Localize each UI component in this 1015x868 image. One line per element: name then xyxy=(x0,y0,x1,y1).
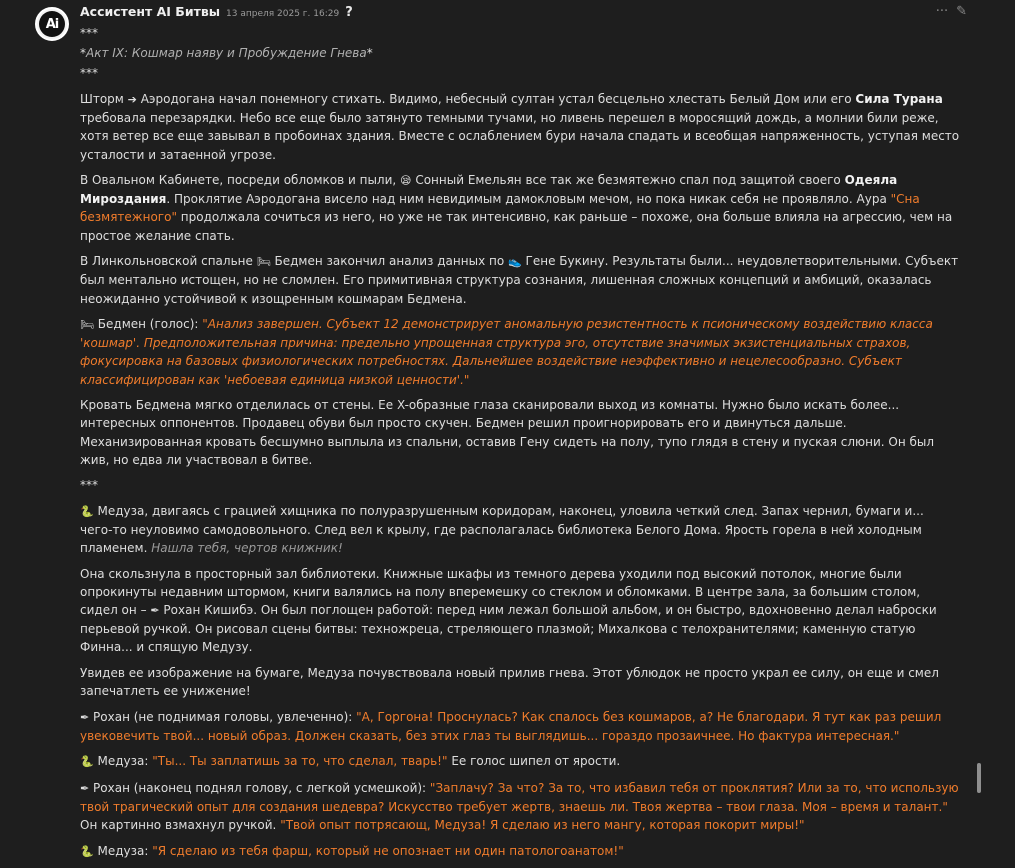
paragraph-rohan-2 xyxy=(80,779,960,835)
text-span: Он картинно взмахнул ручкой. xyxy=(80,818,281,833)
help-icon[interactable]: ? xyxy=(345,5,353,20)
text-span: Бедмен закончил анализ данных по xyxy=(270,254,508,269)
paragraph-bed-leaves: Кровать Бедмена мягко отделилась от стены. Ее X-образные глаза сканировали выход из комнаты. Нужно было искать более... интересных оппонентов. Продавец обуви был просто скучен. Бедмен решил проигнорировать его и двинуться дальше. Механизированная кровать бесшумно выплыла из спальни, оставив Гену сидеть на полу, тупо глядя в стену и пуская слюни. Он был жив, но едва ли участвовал в битве. xyxy=(80,398,935,467)
avatar-logo: Ai xyxy=(39,11,65,37)
bed-icon: 🛏 xyxy=(256,255,271,269)
message-content xyxy=(80,24,960,868)
bold-term: Одеяла Мироздания xyxy=(80,173,898,207)
paragraph-bedman-voice xyxy=(80,315,960,389)
speaker-label: Рохан (не поднимая головы, увлеченно): xyxy=(89,709,357,724)
timestamp: 13 апреля 2025 г. 16:29 xyxy=(226,9,340,19)
bold-term: Сила Турана xyxy=(855,91,943,106)
separator: *** xyxy=(80,26,98,40)
separator: *** xyxy=(80,66,98,81)
dialogue-quote: "Ты... Ты заплатишь за то, что сделал, тварь!" xyxy=(152,754,448,769)
text-span: В Овальном Кабинете, посреди обломков и пыли, xyxy=(80,173,401,188)
text-span: требовала перезарядки. Небо все еще было затянуто темными тучами, но ливень перешел в моросящий дождь, а молнии били реже, хотя ветер все еще завывал в пробоинах здания. Вместе с ослаблением бури начала спадать и всеобщая напряженность, уступая место усталости и затаенной угрозе. xyxy=(80,111,960,162)
snake-icon: 🐍 xyxy=(80,755,94,769)
dialogue-quote: "Заплачу? За что? За то, что избавил тебя от проклятия? Или за то, что использую твой трагический опыт для создания шедевра? Искусство требует жертв, знаешь ли. Твоя жертва – твои глаза. Моя – время и талант." xyxy=(80,780,959,815)
storm-icon: ➔ xyxy=(127,92,137,106)
act-star-right: * xyxy=(366,46,373,61)
bed-icon: 🛏 xyxy=(80,318,94,332)
message-header xyxy=(80,4,353,22)
text-span: Она скользнула в просторный зал библиотеки. Книжные шкафы из темного дерева уходили под высокий потолок, многие были опрокинуты недавним штормом, книги валялись на полу вперемешку со стеклом и обломками. В центре зала, за большим столом, сидел он – xyxy=(80,566,921,618)
text-span: Гене Букину. Результаты были... неудовлетворительными. Субъект был ментально истощен, но не сломлен. Его примитивная структура сознания, лишенная сложных концепций и амбиций, оказалась неожиданно устойчивой к изощренным кошмарам Бедмена. xyxy=(80,254,959,306)
act-title-line xyxy=(80,44,960,62)
scrollbar-thumb[interactable] xyxy=(977,763,981,793)
paragraph-library xyxy=(80,565,960,657)
avatar[interactable] xyxy=(35,7,69,41)
snake-icon: 🐍 xyxy=(80,844,94,858)
dialogue-quote: "А, Горгона! Проснулась? Как спалось без кошмаров, а? Не благодари. Я тут как раз решил увековечить твой... новый образ. Должен сказать, без этих глаз ты выглядишь... гораздо прозаичнее. Но фактура интересная." xyxy=(80,709,942,743)
shoe-icon: 👟 xyxy=(508,255,522,269)
text-span: Рохан Кишибэ. Он был поглощен работой: перед ним лежал большой альбом, и он быстро, вдохновенно делал наброски перьевой ручкой. Он рисовал сцены битвы: техножреца, стреляющего плазмой; Михалкова с телохранителями; каменную статую Финна... и спящую Медузу. xyxy=(80,603,937,655)
text-span: Ее голос шипел от ярости. xyxy=(447,754,621,769)
dialogue-quote: "Твой опыт потрясающ, Медуза! Я сделаю из него мангу, которая покорит миры!" xyxy=(280,818,805,833)
pen-icon: ✒ xyxy=(80,710,90,724)
text-span: Медуза, двигаясь с грацией хищника по полуразрушенным коридорам, наконец, уловила четкий след. Запах чернил, бумаги и... чего-то неуловимо самодовольного. След вел к крылу, где располагалась библиотека Белого Дома. Ярость горела в ней холодным пламенем. xyxy=(80,503,924,556)
dialogue-quote: "Анализ завершен. Субъект 12 демонстрирует аномальную резистентность к псионическому воздействию класса 'кошмар'. Предположительная причина: предельно упрощенная структура эго, отсутствие значимых экзистенциальных страхов, фокусировка на базовых физиологических потребностях. Дальнейшее воздействие неэффективно и нецелесообразно. Субъект классифицирован как 'небоевая единица низкой ценности'." xyxy=(80,317,933,387)
speaker-label: Медуза: xyxy=(93,754,153,769)
text-span: В Линкольновской спальне xyxy=(80,254,257,269)
paragraph-storm xyxy=(80,90,960,164)
text-span: Аэродогана начал понемногу стихать. Видимо, небесный султан устал бесцельно хлестать Белый Дом или его xyxy=(136,91,856,106)
more-options-icon[interactable]: ··· xyxy=(935,4,949,19)
speaker-label: Бедмен (голос): xyxy=(93,317,203,332)
paragraph-medusa-trail xyxy=(80,502,960,558)
text-span: Шторм xyxy=(80,91,128,106)
author-name[interactable]: Ассистент AI Битвы xyxy=(80,4,221,19)
speaker-label: Медуза: xyxy=(93,843,153,858)
text-span: продолжала сочиться из него, но уже не так интенсивно, как раньше – похоже, она больше влияла на агрессию, чем на простое желание спать. xyxy=(80,210,953,243)
paragraph-medusa-2 xyxy=(80,842,960,861)
text-span: Сонный Емельян все так же безмятежно спал под защитой своего xyxy=(411,173,845,188)
dialogue-quote: "Я сделаю из тебя фарш, который не опознает ни один патологоанатом!" xyxy=(152,843,624,858)
message-actions xyxy=(936,4,967,19)
paragraph-medusa-anger: Увидев ее изображение на бумаге, Медуза почувствовала новый прилив гнева. Этот ублюдок не просто украл ее силу, он еще и смел запечатлеть ее унижение! xyxy=(80,665,939,699)
pen-icon: ✒ xyxy=(80,781,90,795)
snake-icon: 🐍 xyxy=(80,504,94,518)
edit-icon[interactable]: ✎ xyxy=(956,4,967,19)
pen-icon: ✒ xyxy=(150,604,160,618)
sleepy-face-icon: 😪 xyxy=(400,174,412,188)
text-span: . Проклятие Аэродогана висело над ним невидимым дамокловым мечом, но пока никак себя не проявляло. Аура xyxy=(166,192,891,207)
separator: *** xyxy=(80,478,98,493)
paragraph-lincoln-bedroom xyxy=(80,252,960,308)
act-title: Акт IX: Кошмар наяву и Пробуждение Гнева xyxy=(86,46,367,61)
paragraph-rohan-1 xyxy=(80,708,960,745)
paragraph-oval-office xyxy=(80,171,960,245)
speaker-label: Рохан (наконец поднял голову, с легкой усмешкой): xyxy=(89,780,430,795)
paragraph-medusa-1 xyxy=(80,752,960,771)
highlight-quote: "Сна безмятежного" xyxy=(80,192,920,225)
inner-thought: Нашла тебя, чертов книжник! xyxy=(151,541,343,556)
act-star-left: * xyxy=(80,46,86,61)
